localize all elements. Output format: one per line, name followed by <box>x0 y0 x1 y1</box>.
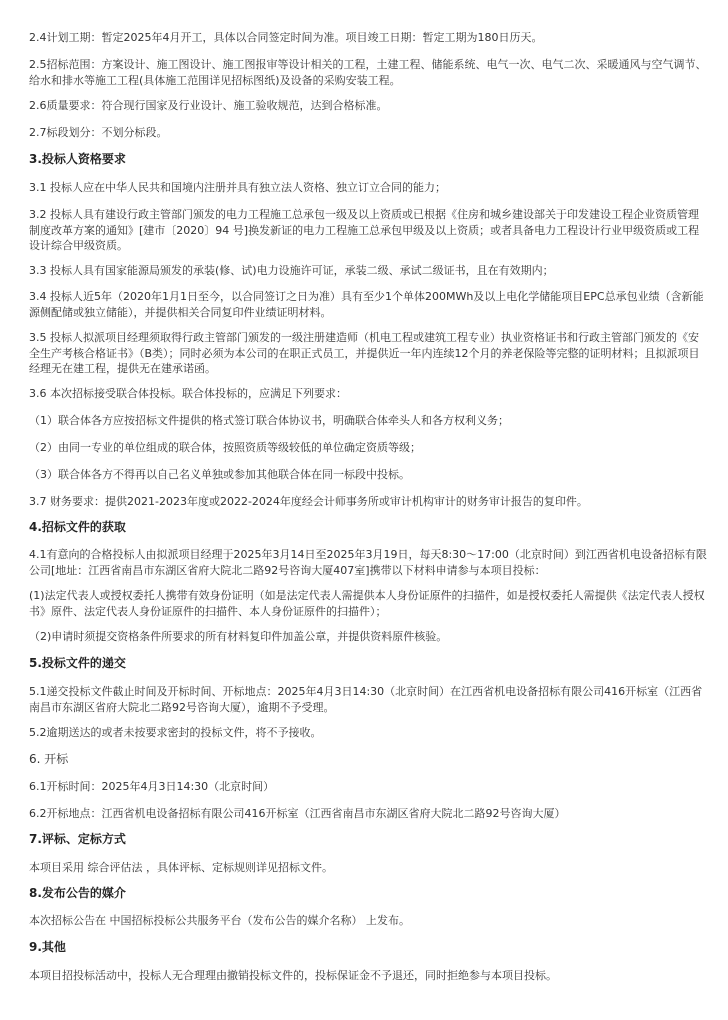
para-4-1-1: (1)法定代表人或授权委托人携带有效身份证明（如是法定代表人需提供本人身份证原件的扫描件，如是授权委托人需提供《法定代表人授权书》原件、法定代表人身份证原件的扫描件、本人身份证原件的扫描件）； <box>29 589 705 618</box>
para-3-7: 3.7 财务要求：提供2021-2023年度或2022-2024年度经会计师事务所或审计机构审计的财务审计报告的复印件。 <box>29 495 588 508</box>
heading-4-obtain-documents: 4.招标文件的获取 <box>29 520 126 534</box>
para-2-4-schedule: 2.4计划工期：暂定2025年4月开工，具体以合同签定时间为准。项目竣工日期：暂定工期为180日历天。 <box>29 31 543 44</box>
para-2-6-quality: 2.6质量要求：符合现行国家及行业设计、施工验收规范，达到合格标准。 <box>29 99 388 112</box>
para-3-2: 3.2 投标人具有建设行政主管部门颁发的电力工程施工总承包一级及以上资质或已根据《住房和城乡建设部关于印发建设工程企业资质管理制度改革方案的通知》[建市〔2020〕94 号]换发新证的电力工程施工总承包甲级及以上资质；或者具备电力工程设计行业甲级资质或工程设计综合甲级资质。 <box>29 208 700 252</box>
para-7: 本项目采用 综合评估法 ，具体评标、定标规则详见招标文件。 <box>29 861 333 874</box>
para-3-1: 3.1 投标人应在中华人民共和国境内注册并具有独立法人资格、独立订立合同的能力； <box>29 181 446 194</box>
heading-7-evaluation: 7.评标、定标方式 <box>29 832 126 846</box>
para-3-5: 3.5 投标人拟派项目经理须取得行政主管部门颁发的一级注册建造师（机电工程或建筑工程专业）执业资格证书和行政主管部门颁发的《安全生产考核合格证书》（B类）；同时必须为本公司的在职正式员工，并提供近一年内连续12个月的养老保险等完整的证明材料；且拟派项目经理无在建工程，提供无在建承诺函。 <box>29 331 700 375</box>
para-5-1: 5.1递交投标文件截止时间及开标时间、开标地点：2025年4月3日14:30（北京时间）在江西省机电设备招标有限公司416开标室（江西省南昌市东湖区省府大院北二路92号咨询大厦），逾期不予受理。 <box>29 685 703 714</box>
para-6-2: 6.2开标地点：江西省机电设备招标有限公司416开标室（江西省南昌市东湖区省府大院北二路92号咨询大厦） <box>29 807 566 820</box>
heading-6-opening: 6. 开标 <box>29 752 69 766</box>
para-3-6-3: （3）联合体各方不得再以自己名义单独或参加其他联合体在同一标段中投标。 <box>29 468 410 481</box>
para-9: 本项目招投标活动中，投标人无合理理由撤销投标文件的，投标保证金不予退还，同时拒绝参与本项目投标。 <box>29 969 557 982</box>
para-5-2: 5.2逾期送达的或者未按要求密封的投标文件，将不予接收。 <box>29 726 322 739</box>
para-8: 本次招标公告在 中国招标投标公共服务平台（发布公告的媒介名称） 上发布。 <box>29 914 410 927</box>
para-2-5-scope: 2.5招标范围：方案设计、施工图设计、施工图报审等设计相关的工程，土建工程、储能系统、电气一次、电气二次、采暖通风与空气调节、给水和排水等施工工程(具体施工范围详见招标图纸)及设备的采购安装工程。 <box>29 58 707 87</box>
para-3-6-2: （2）由同一专业的单位组成的联合体，按照资质等级较低的单位确定资质等级； <box>29 441 421 454</box>
heading-8-media: 8.发布公告的媒介 <box>29 886 126 900</box>
para-4-1-2: （2)申请时须提交资格条件所要求的所有材料复印件加盖公章，并提供资料原件核验。 <box>29 630 448 643</box>
para-3-3: 3.3 投标人具有国家能源局颁发的承装(修、试)电力设施许可证，承装二级、承试二级证书，且在有效期内； <box>29 264 554 277</box>
heading-5-submission: 5.投标文件的递交 <box>29 656 126 670</box>
para-2-7-lots: 2.7标段划分：不划分标段。 <box>29 126 168 139</box>
para-3-4: 3.4 投标人近5年（2020年1月1日至今，以合同签订之日为准）具有至少1个单体200MWh及以上电化学储能项目EPC总承包业绩（含新能源侧配储或独立储能），并提供相关合同复印件业绩证明材料。 <box>29 290 704 319</box>
para-6-1: 6.1开标时间：2025年4月3日14:30（北京时间） <box>29 780 275 793</box>
para-4-1: 4.1有意向的合格投标人由拟派项目经理于2025年3月14日至2025年3月19日，每天8:30～17:00（北京时间）到江西省机电设备招标有限公司[地址：江西省南昌市东湖区省府大院北二路92号咨询大厦407室]携带以下材料申请参与本项目投标： <box>29 548 707 577</box>
para-3-6-1: （1）联合体各方应按招标文件提供的格式签订联合体协议书，明确联合体牵头人和各方权利义务； <box>29 414 509 427</box>
para-3-6: 3.6 本次招标接受联合体投标。联合体投标的，应满足下列要求： <box>29 387 347 400</box>
heading-9-other: 9.其他 <box>29 940 66 954</box>
heading-3-bidder-qualification: 3.投标人资格要求 <box>29 152 126 166</box>
